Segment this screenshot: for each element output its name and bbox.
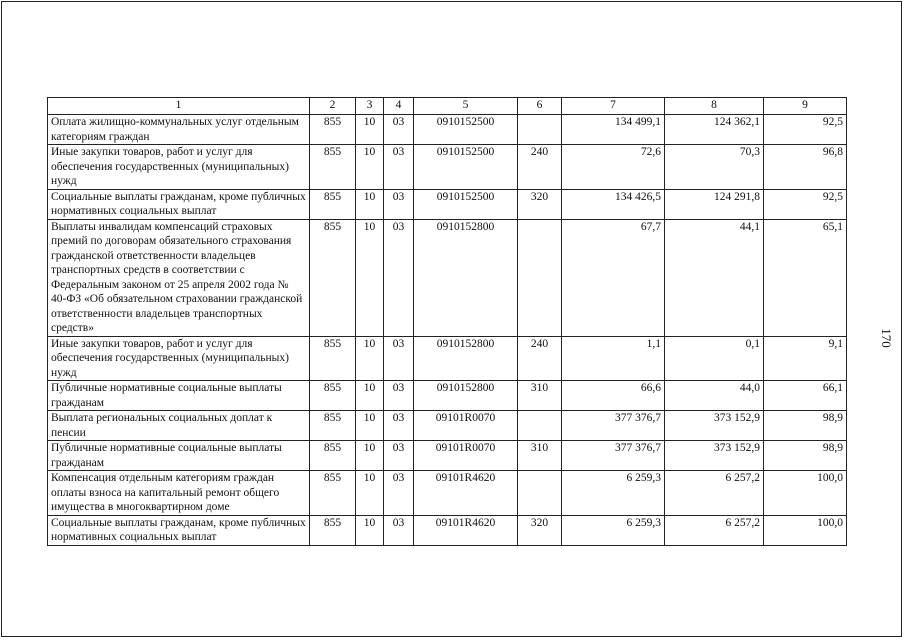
subsection-code: 03 <box>384 115 414 145</box>
executed-amount: 44,1 <box>665 219 764 336</box>
section-code: 10 <box>356 115 384 145</box>
expense-type: 240 <box>518 336 562 381</box>
section-code: 10 <box>356 411 384 441</box>
column-header: 3 <box>356 98 384 115</box>
expense-type: 320 <box>518 515 562 545</box>
ministry-code: 855 <box>310 115 356 145</box>
column-header: 6 <box>518 98 562 115</box>
expense-name: Выплата региональных социальных доплат к пенсии <box>48 411 310 441</box>
execution-percent: 100,0 <box>764 471 847 516</box>
target-article: 09101R0070 <box>414 441 518 471</box>
ministry-code: 855 <box>310 145 356 190</box>
expense-type <box>518 411 562 441</box>
expense-name: Компенсация отдельным категориям граждан оплаты взноса на капитальный ремонт общего имущества в многоквартирном доме <box>48 471 310 516</box>
table-row <box>48 145 847 190</box>
ministry-code: 855 <box>310 336 356 381</box>
subsection-code: 03 <box>384 411 414 441</box>
execution-percent: 92,5 <box>764 189 847 219</box>
executed-amount: 124 362,1 <box>665 115 764 145</box>
ministry-code: 855 <box>310 411 356 441</box>
expense-name: Социальные выплаты гражданам, кроме публичных нормативных социальных выплат <box>48 515 310 545</box>
column-header: 1 <box>48 98 310 115</box>
column-header: 9 <box>764 98 847 115</box>
planned-amount: 72,6 <box>562 145 665 190</box>
ministry-code: 855 <box>310 189 356 219</box>
ministry-code: 855 <box>310 219 356 336</box>
expense-name: Иные закупки товаров, работ и услуг для обеспечения государственных (муниципальных) нужд <box>48 336 310 381</box>
planned-amount: 377 376,7 <box>562 411 665 441</box>
section-code: 10 <box>356 471 384 516</box>
expense-name: Оплата жилищно-коммунальных услуг отдельным категориям граждан <box>48 115 310 145</box>
subsection-code: 03 <box>384 471 414 516</box>
target-article: 09101R4620 <box>414 471 518 516</box>
executed-amount: 6 257,2 <box>665 515 764 545</box>
execution-percent: 98,9 <box>764 411 847 441</box>
subsection-code: 03 <box>384 515 414 545</box>
table-row <box>48 411 847 441</box>
table-row <box>48 515 847 545</box>
target-article: 0910152800 <box>414 381 518 411</box>
planned-amount: 6 259,3 <box>562 471 665 516</box>
planned-amount: 134 426,5 <box>562 189 665 219</box>
subsection-code: 03 <box>384 219 414 336</box>
ministry-code: 855 <box>310 471 356 516</box>
section-code: 10 <box>356 336 384 381</box>
executed-amount: 373 152,9 <box>665 411 764 441</box>
subsection-code: 03 <box>384 145 414 190</box>
table-row <box>48 189 847 219</box>
expense-type <box>518 471 562 516</box>
subsection-code: 03 <box>384 381 414 411</box>
target-article: 0910152500 <box>414 189 518 219</box>
executed-amount: 373 152,9 <box>665 441 764 471</box>
execution-percent: 65,1 <box>764 219 847 336</box>
header-row <box>48 98 847 115</box>
execution-percent: 9,1 <box>764 336 847 381</box>
target-article: 0910152500 <box>414 115 518 145</box>
executed-amount: 6 257,2 <box>665 471 764 516</box>
table-row <box>48 441 847 471</box>
execution-percent: 96,8 <box>764 145 847 190</box>
table-row <box>48 219 847 336</box>
execution-percent: 66,1 <box>764 381 847 411</box>
section-code: 10 <box>356 515 384 545</box>
expense-type: 240 <box>518 145 562 190</box>
subsection-code: 03 <box>384 441 414 471</box>
section-code: 10 <box>356 189 384 219</box>
column-header: 4 <box>384 98 414 115</box>
column-header: 8 <box>665 98 764 115</box>
ministry-code: 855 <box>310 515 356 545</box>
target-article: 09101R4620 <box>414 515 518 545</box>
section-code: 10 <box>356 219 384 336</box>
target-article: 0910152500 <box>414 145 518 190</box>
execution-percent: 92,5 <box>764 115 847 145</box>
expense-type <box>518 115 562 145</box>
executed-amount: 124 291,8 <box>665 189 764 219</box>
expense-type: 310 <box>518 381 562 411</box>
planned-amount: 67,7 <box>562 219 665 336</box>
table-row <box>48 115 847 145</box>
expense-name: Иные закупки товаров, работ и услуг для обеспечения государственных (муниципальных) нужд <box>48 145 310 190</box>
expense-name: Публичные нормативные социальные выплаты гражданам <box>48 381 310 411</box>
planned-amount: 1,1 <box>562 336 665 381</box>
page-number: 170 <box>878 328 894 348</box>
expense-type: 310 <box>518 441 562 471</box>
target-article: 0910152800 <box>414 219 518 336</box>
expense-type: 320 <box>518 189 562 219</box>
planned-amount: 377 376,7 <box>562 441 665 471</box>
executed-amount: 0,1 <box>665 336 764 381</box>
subsection-code: 03 <box>384 336 414 381</box>
execution-percent: 98,9 <box>764 441 847 471</box>
expense-type <box>518 219 562 336</box>
planned-amount: 66,6 <box>562 381 665 411</box>
budget-table <box>47 97 847 546</box>
expense-name: Выплаты инвалидам компенсаций страховых премий по договорам обязательного страхования гражданской ответственности владельцев транспортных средств в соответствии с Федеральным законом от 25 апреля 2002 года № 40-ФЗ «Об обязательном страховании гражданской ответственности владельцев транспортных средств» <box>48 219 310 336</box>
section-code: 10 <box>356 145 384 190</box>
column-header: 2 <box>310 98 356 115</box>
planned-amount: 134 499,1 <box>562 115 665 145</box>
section-code: 10 <box>356 441 384 471</box>
column-header: 7 <box>562 98 665 115</box>
ministry-code: 855 <box>310 441 356 471</box>
executed-amount: 70,3 <box>665 145 764 190</box>
expense-name: Социальные выплаты гражданам, кроме публичных нормативных социальных выплат <box>48 189 310 219</box>
table-row <box>48 336 847 381</box>
column-header: 5 <box>414 98 518 115</box>
execution-percent: 100,0 <box>764 515 847 545</box>
executed-amount: 44,0 <box>665 381 764 411</box>
table-row <box>48 381 847 411</box>
table-row <box>48 471 847 516</box>
ministry-code: 855 <box>310 381 356 411</box>
section-code: 10 <box>356 381 384 411</box>
target-article: 0910152800 <box>414 336 518 381</box>
target-article: 09101R0070 <box>414 411 518 441</box>
planned-amount: 6 259,3 <box>562 515 665 545</box>
subsection-code: 03 <box>384 189 414 219</box>
expense-name: Публичные нормативные социальные выплаты гражданам <box>48 441 310 471</box>
